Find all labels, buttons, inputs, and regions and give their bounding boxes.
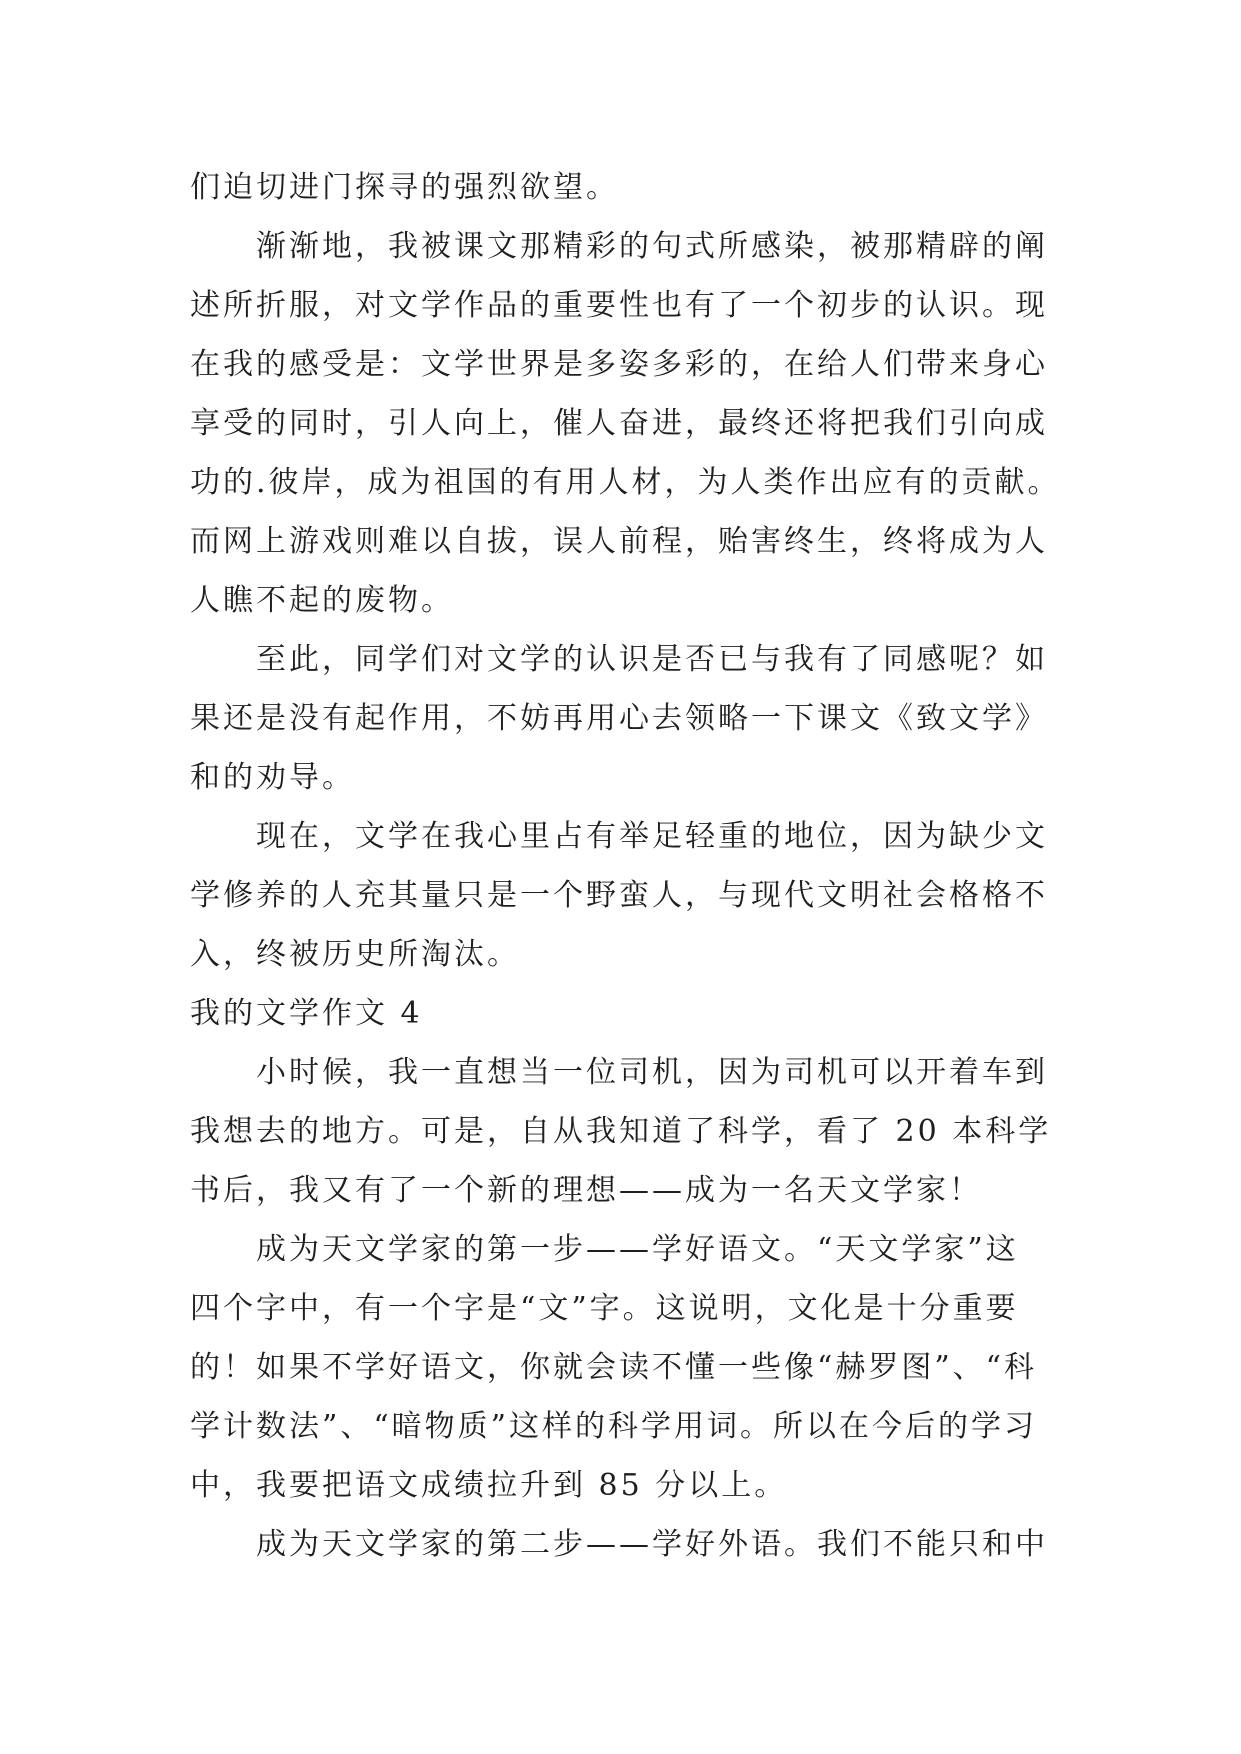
text-line: 学修养的人充其量只是一个野蛮人，与现代文明社会格格不 xyxy=(190,878,1048,913)
text-line: 的！如果不学好语文，你就会读不懂一些像“赫罗图”、“科 xyxy=(190,1350,1038,1385)
text-line: 我的文学作文 4 xyxy=(190,996,423,1031)
paragraph-first-line: 现在，文学在我心里占有举足轻重的地位，因为缺少文 xyxy=(256,819,1048,854)
paragraph-first-line: 成为天文学家的第二步——学好外语。我们不能只和中 xyxy=(256,1527,1048,1562)
text-line: 在我的感受是：文学世界是多姿多彩的，在给人们带来身心 xyxy=(190,347,1048,382)
text-line: 人瞧不起的废物。 xyxy=(190,583,454,618)
text-line: 书后，我又有了一个新的理想——成为一名天文学家！ xyxy=(190,1173,982,1208)
paragraph-first-line: 成为天文学家的第一步——学好语文。“天文学家”这 xyxy=(256,1232,1019,1267)
text-line: 而网上游戏则难以自拔，误人前程，贻害终生，终将成为人 xyxy=(190,524,1048,559)
text-line: 享受的同时，引人向上，催人奋进，最终还将把我们引向成 xyxy=(190,406,1048,441)
text-line: 功的.彼岸，成为祖国的有用人材，为人类作出应有的贡献。 xyxy=(190,465,1061,500)
document-body xyxy=(190,158,1061,1574)
text-line: 入，终被历史所淘汰。 xyxy=(190,937,520,972)
text-line: 学计数法”、“暗物质”这样的科学用词。所以在今后的学习 xyxy=(190,1409,1038,1444)
paragraph-first-line: 小时候，我一直想当一位司机，因为司机可以开着车到 xyxy=(256,1055,1048,1090)
text-line: 们迫切进门探寻的强烈欲望。 xyxy=(190,170,619,205)
text-line: 中，我要把语文成绩拉升到 85 分以上。 xyxy=(190,1468,788,1503)
paragraph-first-line: 至此，同学们对文学的认识是否已与我有了同感呢？如 xyxy=(256,642,1048,677)
paragraph-first-line: 渐渐地，我被课文那精彩的句式所感染，被那精辟的阐 xyxy=(256,229,1048,264)
text-line: 我想去的地方。可是，自从我知道了科学，看了 20 本科学 xyxy=(190,1114,1052,1149)
text-line: 果还是没有起作用，不妨再用心去领略一下课文《致文学》 xyxy=(190,701,1048,736)
text-line: 和的劝导。 xyxy=(190,760,355,795)
text-line: 四个字中，有一个字是“文”字。这说明，文化是十分重要 xyxy=(190,1291,1019,1326)
text-line: 述所折服，对文学作品的重要性也有了一个初步的认识。现 xyxy=(190,288,1048,323)
